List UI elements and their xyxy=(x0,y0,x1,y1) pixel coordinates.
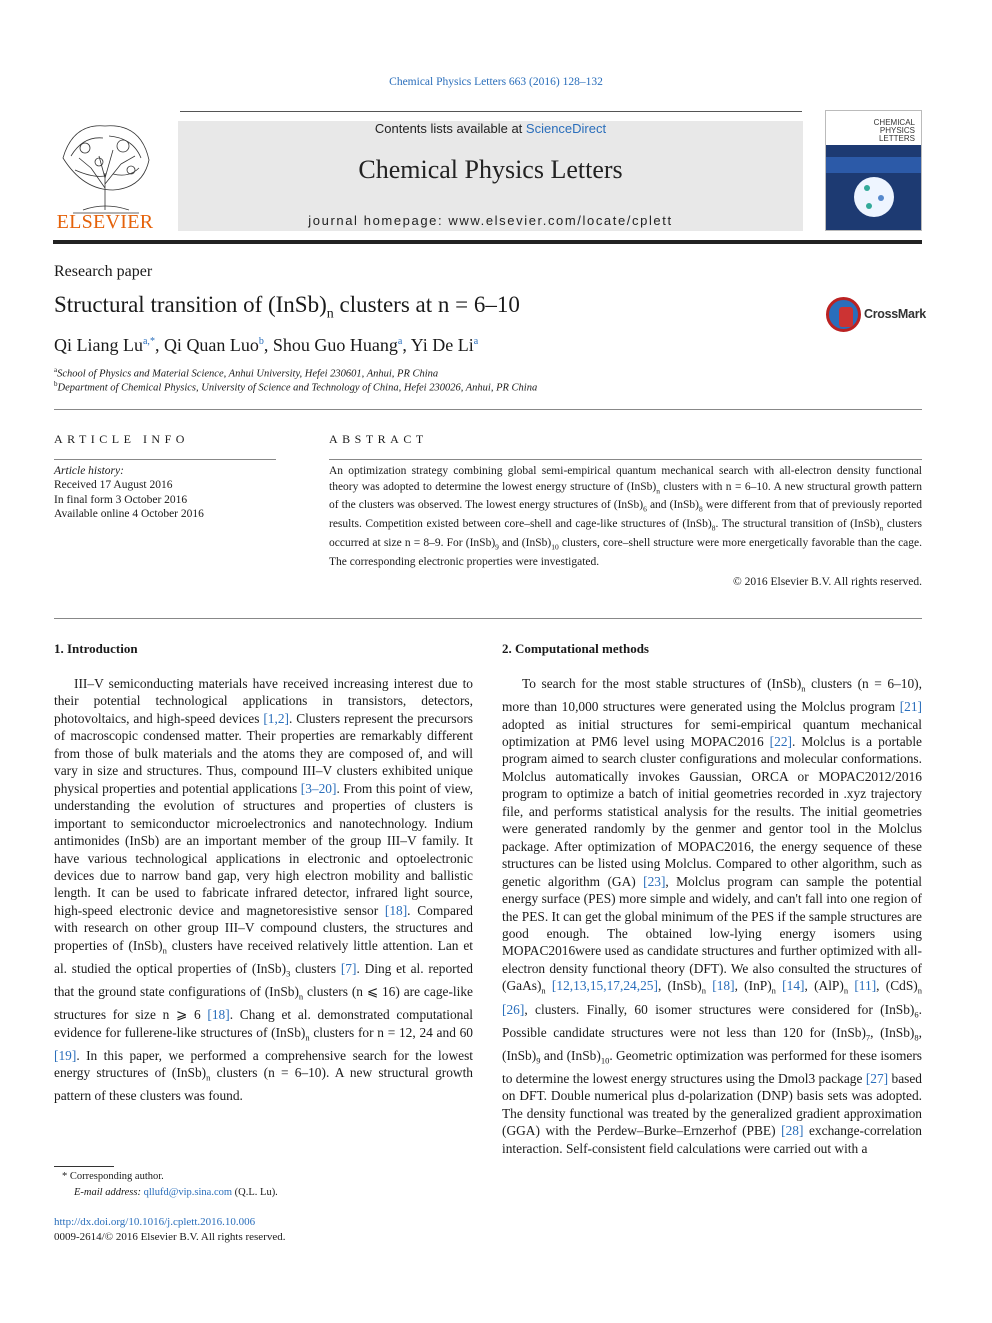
article-type: Research paper xyxy=(54,263,153,280)
citation-link[interactable]: [11] xyxy=(854,978,877,994)
affiliation-b: $^b$Department of Chemical Physics, University of Science and Technology of China, Hefei 230026, Anhui, PR China xyxy=(54,380,538,394)
crossmark-badge[interactable] xyxy=(826,297,926,333)
citation-link[interactable]: [19] xyxy=(54,1047,77,1063)
cover-molecule-graphic xyxy=(854,177,894,217)
history-online: Available online 4 October 2016 xyxy=(54,508,204,520)
article-title: Structural transition of $(InSb)_n$ clusters at n = 6–10 xyxy=(54,292,520,322)
crossmark-label: CrossMark xyxy=(864,307,926,321)
corresponding-author-note: * Corresponding author. xyxy=(62,1171,164,1182)
abstract-rule xyxy=(329,459,922,460)
journal-cover-image[interactable] xyxy=(825,110,922,231)
history-label: Article history: xyxy=(54,465,124,477)
introduction-body: III–V semiconducting materials have received increasing interest due to their potential technological applications in transistors, detectors, photovoltaics, and high-speed devices [1,2]. Clusters represent the precursors of macroscopic condensed matter. Their properties are remarkably different from those of bulk materials and the atoms they are composed of, and will vary in size and structures. Thus, compound III–V clusters exhibited unique physical properties and potential applications [3–20]. From this point of view, understanding the evolution of structures and properties of clusters is important to semiconductor microelectronics and nanotechnology. Indium antimonides (InSb) are an important member of the group III–V family. It have various technological applications in electronic and optoelectronic devices due to narrow band gap, very high electron mobility and ballistic length. It can be used to fabricate infrared detector, infrared light source, high-speed electronic device and magnetoresistive sensor [18]. Compared with research on other group III–V compound clusters, the structures and properties of $(InSb)_n$ clusters have received relatively little attention. Lan et al. studied the optical properties of $(InSb)_3$ clusters [7]. Ding et al. reported that the ground state configurations of $(InSb)_n$ clusters (n ⩽ 16) are cage-like structures for size n ⩾ 6 [18]. Chang et al. demonstrated computational evidence for fullerene-like structures of $(InSb)_n$ clusters for n = 12, 24 and 60 [19]. In this paper, we performed a comprehensive search for the lowest energy structures of $(InSb)_n$ clusters (n = 6–10). A new structural growth pattern of these clusters was found. xyxy=(54,676,474,1104)
affiliation-a: $^a$School of Physics and Material Science, Anhui University, Hefei 230601, Anhui, PR China xyxy=(54,366,439,380)
citation-link[interactable]: [21] xyxy=(899,699,922,715)
methods-body: To search for the most stable structures of $(InSb)_n$ clusters (n = 6–10), more than 10,000 structures were generated using the Molclus program [21] adopted as initial structures for semi-empirical quantum mechanical optimization at PM6 level using MOPAC2016 [22]. Molclus is a portable program aimed to search cluster configurations and molecular conformations. Molclus automatically invokes Gaussian, ORCA or MOPAC2012/2016 program to optimize a batch of initial geometries recorded in .xyz trajectory file, and performs statistical analysis for the results. The initial geometries were generated randomly by the genmer and gentor tool in the Molclus package. After optimization of MOPAC2016, the energy sequence of these structures can be listed using Molclus. Compared to other algorithm, such as genetic algorithm (GA) [23], Molclus program can sample the potential energy surface (PES) more simple and widely, and can't fall into one region of the PES. It can get the global minimum of the PES if the sample structures are good enough. The obtained low-lying energy isomers using MOPAC2016were used as candidate structures and further optimized with all-electron density functional theory (DFT). We also consulted the structures of $(GaAs)_n$ [12,13,15,17,24,25], $(InSb)_n$ [18], $(InP)_n$ [14], $(AlP)_n$ [11], $(CdS)_n$ [26], clusters. Finally, 60 isomer structures were considered for $(InSb)_6$. Possible candidate structures were not less than 120 for $(InSb)_7$, $(InSb)_8$, $(InSb)_9$ and $(InSb)_{10}$. Geometric optimization was performed for these isomers to determine the lowest energy structures using the Dmol3 package [27] based on DFT. Double numerical plus d-polarization (DNP) basis sets was adopted. The density functional was treated by the generalized gradient approximation (GGA) with the Perdew–Burke–Ernzerhof (PBE) [28] exchange-correlation interaction. Self-consistent field calculations were carried out with a xyxy=(502,676,922,1156)
citation-link[interactable]: [14] xyxy=(782,978,805,994)
abstract-bottom-rule xyxy=(54,618,922,619)
header-thick-rule xyxy=(53,240,922,244)
journal-homepage[interactable]: journal homepage: www.elsevier.com/locate/cplett xyxy=(308,213,673,228)
author-list: Qi Liang $Lu^{a,*}$, Qi Quan Luo$^b$, Shou Guo Huang$^a$, Yi De Li$^a$ xyxy=(54,335,479,355)
email-note: E-mail address: qllufd@vip.sina.com (Q.L. Lu). xyxy=(74,1187,278,1198)
citation-link[interactable]: [27] xyxy=(865,1070,889,1086)
footnote-rule xyxy=(54,1166,114,1167)
crossmark-icon xyxy=(826,297,861,332)
issn-copyright: 0009-2614/© 2016 Elsevier B.V. All rights reserved. xyxy=(54,1231,286,1243)
citation-link[interactable]: [18] xyxy=(712,978,735,994)
article-info-heading: ARTICLE INFO xyxy=(54,432,189,446)
citation-link[interactable]: [1,2] xyxy=(263,710,289,726)
journal-name: Chemical Physics Letters xyxy=(358,155,623,184)
contents-line: Contents lists available at ScienceDirect xyxy=(374,121,607,136)
elsevier-wordmark[interactable]: ELSEVIER xyxy=(56,211,154,233)
author-affiliation-marker[interactable]: b xyxy=(258,336,264,347)
abstract-text: An optimization strategy combining global semi-empirical quantum mechanical search with all-electron density functional theory was adopted to determine the lowest energy structure of $(InSb)_n$ clusters with n = 6–10. A new structural growth pattern of the clusters was observed. The lowest energy structures of $(InSb)_6$ and $(InSb)_8$ were different from that of previously reported results. Competition existed between core–shell and cage-like structures of $(InSb)_8$. The structural transition of $(InSb)_n$ clusters occurred at size n = 8–9. For $(InSb)_9$ and $(InSb)_{10}$ clusters, core–shell structure were more energetically favorable than the cage. The corresponding electronic properties were investigated. xyxy=(329,465,923,569)
email-link[interactable]: qllufd@vip.sina.com xyxy=(143,1187,233,1198)
citation-link[interactable]: [28] xyxy=(781,1123,804,1139)
affiliation-rule xyxy=(54,409,922,410)
author-name: Shou Guo Huang xyxy=(272,335,398,355)
author-affiliation-marker[interactable]: a xyxy=(397,336,403,347)
citation-link[interactable]: [18] xyxy=(207,1007,230,1023)
journal-reference[interactable]: Chemical Physics Letters 663 (2016) 128–132 xyxy=(389,76,603,88)
cover-title: CHEMICAL PHYSICS LETTERS xyxy=(873,118,915,143)
header-rule xyxy=(180,111,802,112)
abstract-heading: ABSTRACT xyxy=(329,432,428,446)
citation-link[interactable]: [18] xyxy=(384,902,408,918)
citation-link[interactable]: [7] xyxy=(340,960,357,976)
introduction-heading: 1. Introduction xyxy=(54,641,138,656)
citation-link[interactable]: [23] xyxy=(643,873,666,889)
citation-link[interactable]: [22] xyxy=(769,734,792,750)
history-final-form: In final form 3 October 2016 xyxy=(54,494,188,506)
article-info-rule xyxy=(54,459,276,460)
history-received: Received 17 August 2016 xyxy=(54,479,173,491)
methods-heading: 2. Computational methods xyxy=(502,641,649,656)
doi-link[interactable]: http://dx.doi.org/10.1016/j.cplett.2016.10.006 xyxy=(54,1216,256,1228)
citation-link[interactable]: [12,13,15,17,24,25] xyxy=(551,978,658,994)
author-name: Yi De Li xyxy=(410,335,474,355)
citation-link[interactable]: [3–20] xyxy=(300,780,337,796)
sciencedirect-link[interactable]: ScienceDirect xyxy=(525,121,607,136)
abstract-copyright: © 2016 Elsevier B.V. All rights reserved. xyxy=(733,576,922,588)
author-affiliation-marker[interactable]: a,* xyxy=(142,336,155,347)
cover-band-stripe xyxy=(826,157,922,173)
author-affiliation-marker[interactable]: a xyxy=(473,336,479,347)
author-name: Qi Liang Lu xyxy=(54,335,143,355)
author-name: Qi Quan Luo xyxy=(163,335,259,355)
citation-link[interactable]: [26] xyxy=(502,1001,525,1017)
